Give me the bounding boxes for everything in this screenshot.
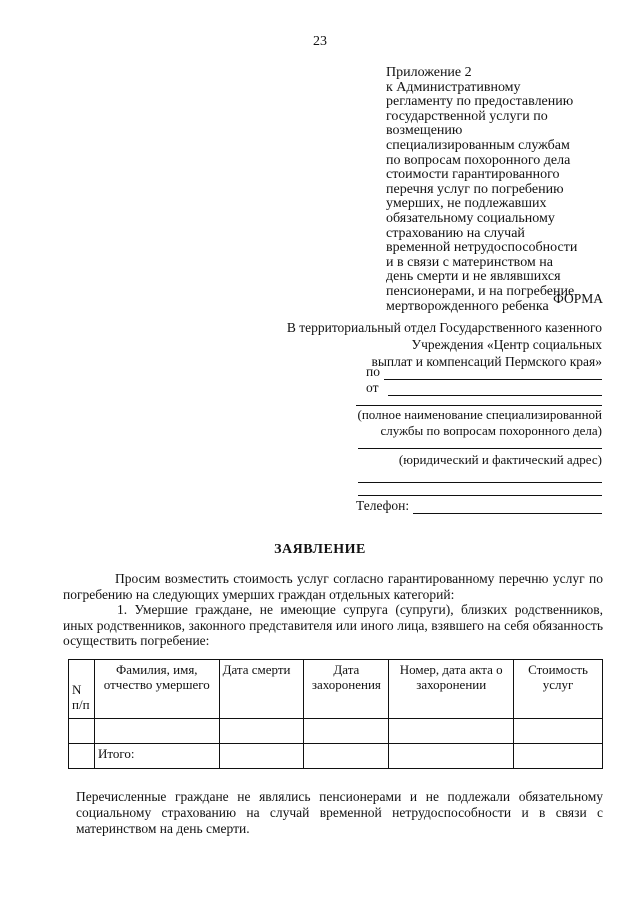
po-underline[interactable] xyxy=(384,368,602,380)
table-cell[interactable] xyxy=(69,744,95,769)
addressee-line-3: выплат и компенсаций Пермского края» xyxy=(371,354,602,369)
appendix-line: перечня услуг по погребению xyxy=(386,181,564,197)
form-label: ФОРМА xyxy=(553,291,603,306)
appendix-header xyxy=(386,66,611,314)
caption-line: службы по вопросам похоронного дела) xyxy=(380,423,602,438)
appendix-line: страхованию на случай xyxy=(386,225,525,241)
header-cost: Стоимость услуг xyxy=(514,660,603,719)
appendix-line: по вопросам похоронного дела xyxy=(386,152,571,168)
appendix-line: государственной услуги по xyxy=(386,108,548,124)
table-cell[interactable] xyxy=(94,719,219,744)
table-header-row xyxy=(69,660,603,719)
po-label: по xyxy=(366,364,380,379)
total-label: Итого: xyxy=(94,744,219,769)
appendix-line: день смерти и не являвшихся xyxy=(386,269,561,285)
addressee-line-1: В территориальный отдел Государственного казенного xyxy=(286,320,602,335)
table-cell[interactable] xyxy=(219,744,304,769)
address-line-top[interactable] xyxy=(358,448,602,449)
header-name: Фамилия, имя, отчество умершего xyxy=(94,660,219,719)
table-cell[interactable] xyxy=(304,719,389,744)
ot-field[interactable] xyxy=(366,380,602,396)
table-cell[interactable] xyxy=(514,744,603,769)
appendix-line: пенсионерами, и на погребение xyxy=(386,283,575,299)
addressee-line-2: Учреждения «Центр социальных xyxy=(411,337,602,352)
header-death-date: Дата смерти xyxy=(219,660,304,719)
table-cell[interactable] xyxy=(304,744,389,769)
appendix-line: регламенту по предоставлению xyxy=(386,94,574,110)
appendix-line: Приложение 2 xyxy=(386,65,472,80)
appendix-line: обязательному социальному xyxy=(386,210,555,226)
phone-label: Телефон: xyxy=(356,498,410,513)
table-cell[interactable] xyxy=(389,719,514,744)
deceased-table xyxy=(68,659,603,769)
appendix-line: возмещению xyxy=(386,123,463,139)
table-cell[interactable] xyxy=(389,744,514,769)
table-cell[interactable] xyxy=(219,719,304,744)
header-burial-date: Дата захоронения xyxy=(304,660,389,719)
table-cell[interactable] xyxy=(69,719,95,744)
appendix-line: умерших, не подлежавших xyxy=(386,196,547,212)
request-paragraph xyxy=(63,571,603,649)
table-cell[interactable] xyxy=(514,719,603,744)
request-text: Просим возместить стоимость услуг согласно гарантированному перечню услуг по погребению на следующих умерших граждан отдельных категорий: xyxy=(63,571,603,602)
ot-underline[interactable] xyxy=(388,384,602,396)
phone-field[interactable] xyxy=(356,498,602,514)
address-line-2[interactable] xyxy=(358,495,602,496)
category-1-text: 1. Умершие граждане, не имеющие супруга (супруги), близких родственников, иных родственников, законного представителя или иного лица, взявшего на себя обязанность осуществить погребение: xyxy=(63,602,603,649)
appendix-line: специализированным службам xyxy=(386,137,570,153)
appendix-line: к Административному xyxy=(386,79,521,95)
footer-paragraph: Перечисленные граждане не являлись пенсионерами и не подлежали обязательному социальному страхованию на случай временной нетрудоспособности и в связи с материнством на день смерти. xyxy=(76,789,603,836)
table-total-row[interactable] xyxy=(69,744,603,769)
po-field[interactable] xyxy=(366,364,602,380)
appendix-line: стоимости гарантированного xyxy=(386,167,560,183)
table-row[interactable] xyxy=(69,719,603,744)
address-caption: (юридический и фактический адрес) xyxy=(398,452,602,467)
header-act: Номер, дата акта о захоронении xyxy=(389,660,514,719)
document-title: ЗАЯВЛЕНИЕ xyxy=(274,542,366,557)
appendix-line: мертворожденного ребенка xyxy=(386,298,549,314)
appendix-line: временной нетрудоспособности xyxy=(386,240,578,256)
org-name-line[interactable] xyxy=(356,405,602,406)
ot-label: от xyxy=(366,380,379,395)
page-number: 23 xyxy=(313,34,327,49)
address-line-1[interactable] xyxy=(358,482,602,483)
org-name-caption xyxy=(356,407,602,439)
appendix-line: и в связи с материнством на xyxy=(386,254,553,270)
caption-line: (полное наименование специализированной xyxy=(357,407,602,422)
header-num: N п/п xyxy=(69,660,95,719)
phone-underline[interactable] xyxy=(413,502,602,514)
